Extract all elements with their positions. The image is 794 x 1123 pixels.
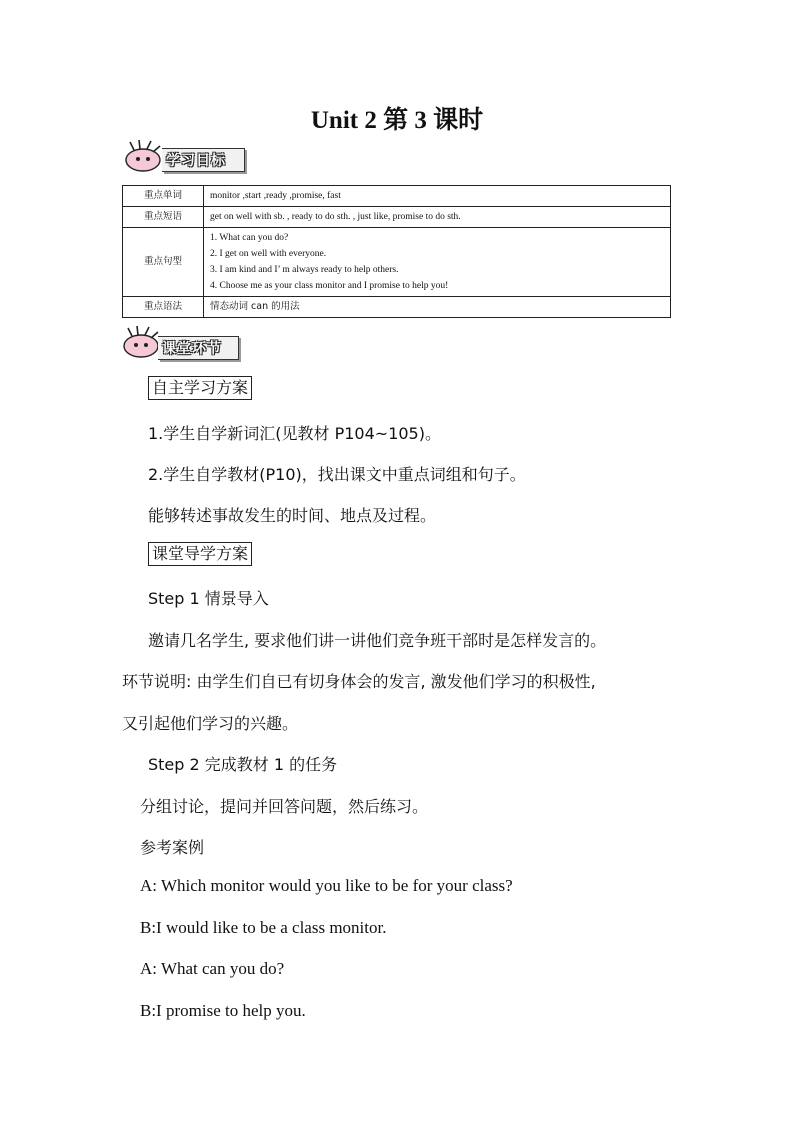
step1-line: 邀请几名学生, 要求他们讲一讲他们竞争班干部时是怎样发言的。 [148,631,607,650]
step1-line: 环节说明: 由学生们自已有切身体会的发言, 激发他们学习的积极性, [122,672,596,691]
row-label: 重点语法 [123,297,204,318]
page-title: Unit 2 第 3 课时 [310,107,484,134]
step2-title: Step 2 完成教材 1 的任务 [148,755,338,774]
section-header-goals [120,140,166,176]
goals-table [122,185,671,318]
step2-line: 参考案例 [140,838,205,857]
self-study-item: 能够转述事故发生的时间、地点及过程。 [148,506,437,525]
step1-line: 又引起他们学习的兴趣。 [122,714,299,733]
section-banner-class [158,336,239,360]
dialogue-line: A: Which monitor would you like to be for your class? [140,876,513,895]
row-content: monitor ,start ,ready ,promise, fast [204,186,671,207]
row-label: 重点短语 [123,207,204,228]
table-row [123,186,671,207]
self-study-item: 2.学生自学教材(P10)，找出课文中重点词组和句子。 [148,465,526,484]
sentence-line: 2. I get on well with everyone. [210,249,327,259]
row-label: 重点句型 [123,228,204,297]
step1-title: Step 1 情景导入 [148,589,269,608]
sentence-line: 4. Choose me as your class monitor and I promise to help you! [210,281,449,291]
row-content [204,228,671,297]
section-banner-goals [162,148,245,172]
class-guide-heading: 课堂导学方案 [148,542,252,566]
table-row [123,297,671,318]
section-label-goals: 学习目标 [166,153,226,169]
table-row [123,228,671,297]
dialogue-line: A: What can you do? [140,959,285,978]
step2-line: 分组讨论，提问并回答问题，然后练习。 [140,797,429,816]
sentence-line: 3. I am kind and I’ m always ready to help others. [210,265,399,275]
self-study-item: 1.学生自学新词汇(见教材 P104~105)。 [148,424,441,443]
table-row [123,207,671,228]
row-content: 情态动词 can 的用法 [204,297,671,318]
row-label: 重点单词 [123,186,204,207]
section-label-class: 课堂环节 [162,341,222,357]
dialogue-line: B:I promise to help you. [140,1001,306,1020]
row-content: get on well with sb. , ready to do sth. , just like, promise to do sth. [204,207,671,228]
pen-holder-icon [120,140,166,176]
dialogue-line: B:I would like to be a class monitor. [140,918,387,937]
self-study-heading: 自主学习方案 [148,376,252,400]
sentence-line: 1. What can you do? [210,233,289,243]
